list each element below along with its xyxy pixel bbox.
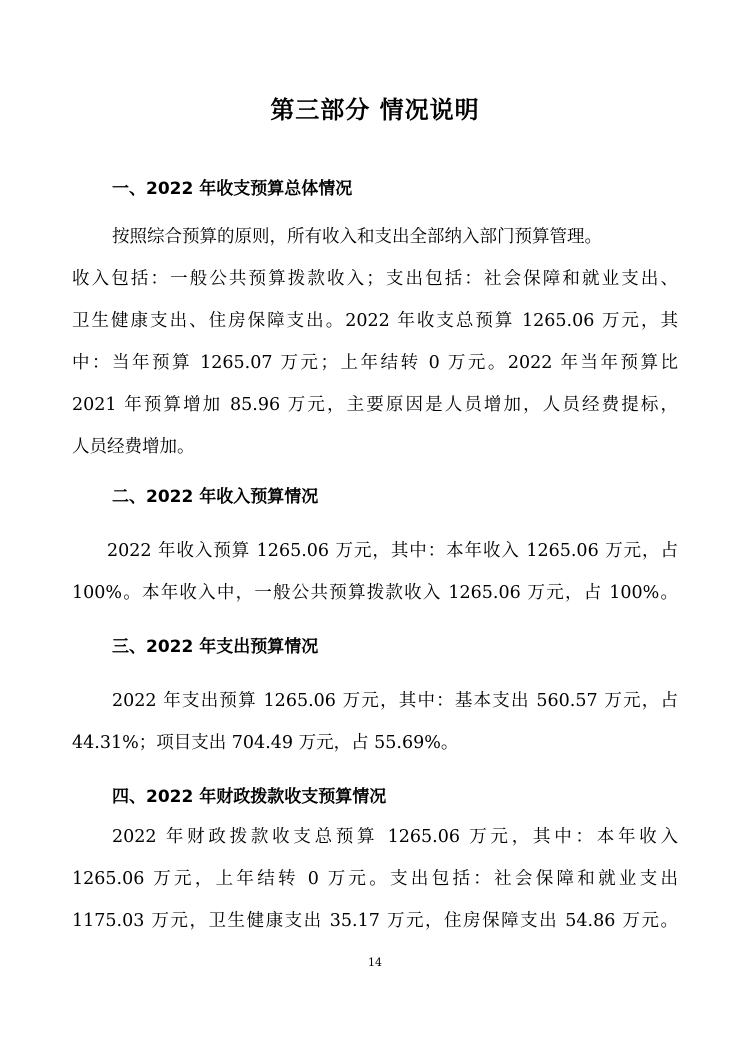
section-heading-2: 二、2022 年收入预算情况 (112, 487, 319, 507)
paragraph-line: 人员经费增加。 (72, 437, 195, 457)
paragraph-line: 44.31%；项目支出 704.49 万元，占 55.69%。 (72, 733, 459, 753)
paragraph-line: 2022 年支出预算 1265.06 万元，其中：基本支出 560.57 万元，占 (112, 691, 678, 711)
paragraph-line: 2022 年财政拨款收支总预算 1265.06 万元，其中：本年收入 (112, 827, 678, 847)
section-heading-1: 一、2022 年收支预算总体情况 (112, 179, 353, 199)
section-heading-3: 三、2022 年支出预算情况 (112, 637, 319, 657)
page-title: 第三部分 情况说明 (270, 96, 480, 124)
paragraph-line: 卫生健康支出、住房保障支出。2022 年收支总预算 1265.06 万元，其 (72, 311, 678, 331)
paragraph-line: 中：当年预算 1265.07 万元；上年结转 0 万元。2022 年当年预算比 (72, 353, 678, 373)
paragraph-line: 1265.06 万元，上年结转 0 万元。支出包括：社会保障和就业支出 (72, 869, 678, 889)
section-heading-4: 四、2022 年财政拨款收支预算情况 (112, 787, 387, 807)
paragraph-line: 2022 年收入预算 1265.06 万元，其中：本年收入 1265.06 万元，占 (107, 541, 678, 561)
paragraph-line: 2021 年预算增加 85.96 万元，主要原因是人员增加，人员经费提标， (72, 395, 678, 415)
page-number: 14 (368, 956, 382, 969)
paragraph-line: 1175.03 万元，卫生健康支出 35.17 万元，住房保障支出 54.86 万元。 (72, 911, 678, 931)
paragraph-line: 按照综合预算的原则，所有收入和支出全部纳入部门预算管理。 (112, 227, 602, 247)
paragraph-line: 100%。本年收入中，一般公共预算拨款收入 1265.06 万元，占 100%。 (72, 583, 678, 603)
paragraph-line: 收入包括：一般公共预算拨款收入；支出包括：社会保障和就业支出、 (72, 269, 678, 289)
